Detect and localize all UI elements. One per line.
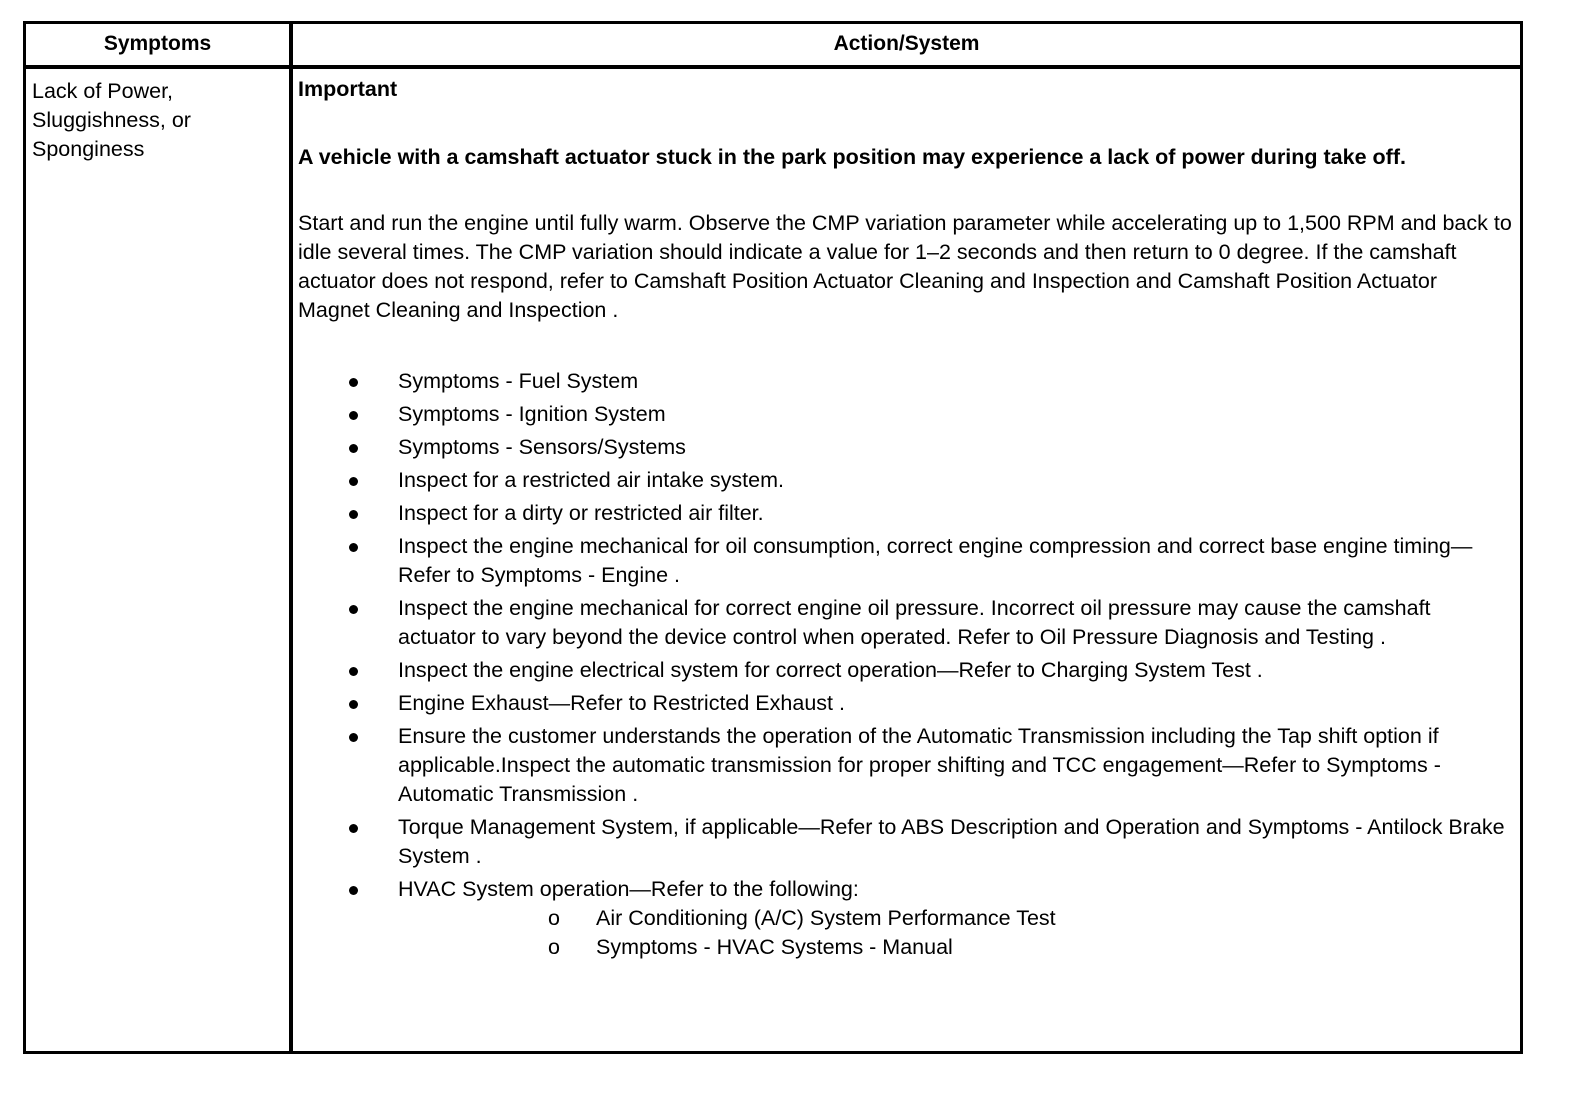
- symptoms-table: [23, 21, 1523, 1054]
- bullet-icon: [349, 733, 358, 742]
- circle-bullet-icon: o: [548, 935, 560, 959]
- symptom-cell: Lack of Power, Sluggishness, or Sponginess: [32, 79, 191, 161]
- list-item-text: Inspect the engine mechanical for correct engine oil pressure. Incorrect oil pressure may cause the camshaft actuator to vary beyond the device control when operated. Refer to Oil Pressure Diagnosis and Testing .: [398, 596, 1431, 649]
- header-divider: [26, 65, 1520, 69]
- bullet-icon: [349, 543, 358, 552]
- sublist-item: [398, 904, 1514, 933]
- header-symptoms: Symptoms: [103, 32, 212, 55]
- hvac-sublist: [398, 904, 1514, 962]
- list-item: [298, 466, 1514, 495]
- bullet-icon: [349, 378, 358, 387]
- bullet-icon: [349, 700, 358, 709]
- list-item: [298, 813, 1514, 871]
- list-item-text: Inspect for a restricted air intake system.: [398, 468, 784, 492]
- action-list: [298, 367, 1514, 962]
- list-item-text: Symptoms - Sensors/Systems: [398, 435, 686, 459]
- sublist-item-text: Air Conditioning (A/C) System Performance Test: [596, 906, 1056, 930]
- bullet-icon: [349, 477, 358, 486]
- list-item-text: Symptoms - Fuel System: [398, 369, 639, 393]
- list-item-text: Torque Management System, if applicable—Refer to ABS Description and Operation and Symptoms - Antilock Brake System .: [398, 815, 1505, 868]
- list-item: [298, 689, 1514, 718]
- list-item-text: Ensure the customer understands the operation of the Automatic Transmission including the Tap shift option if applicable.Inspect the automatic transmission for proper shifting and TCC engagement—Refer to Symptoms - Automatic Transmission .: [398, 724, 1441, 806]
- instruction-paragraph: Start and run the engine until fully warm. Observe the CMP variation parameter while accelerating up to 1,500 RPM and back to idle several times. The CMP variation should indicate a value for 1–2 seconds and then return to 0 degree. If the camshaft actuator does not respond, refer to Camshaft Position Actuator Cleaning and Inspection and Camshaft Position Actuator Magnet Cleaning and Inspection .: [298, 211, 1512, 322]
- list-item: [298, 367, 1514, 396]
- action-cell: [298, 72, 1514, 966]
- list-item: [298, 875, 1514, 962]
- list-item-text: Inspect the engine mechanical for oil consumption, correct engine compression and correct base engine timing—Refer to Symptoms - Engine .: [398, 534, 1473, 587]
- list-item-text: Symptoms - Ignition System: [398, 402, 666, 426]
- bullet-icon: [349, 444, 358, 453]
- list-item-text: Engine Exhaust—Refer to Restricted Exhaust .: [398, 691, 845, 715]
- bullet-icon: [349, 411, 358, 420]
- circle-bullet-icon: o: [548, 906, 560, 930]
- list-item: [298, 499, 1514, 528]
- list-item-text: Inspect the engine electrical system for correct operation—Refer to Charging System Test .: [398, 658, 1263, 682]
- sublist-item-text: Symptoms - HVAC Systems - Manual: [596, 935, 953, 959]
- bullet-icon: [349, 667, 358, 676]
- list-item: [298, 656, 1514, 685]
- column-divider: [289, 24, 293, 1051]
- bullet-icon: [349, 824, 358, 833]
- header-action-system: Action/System: [833, 32, 980, 55]
- list-item: [298, 400, 1514, 429]
- important-label: Important: [298, 77, 398, 101]
- sublist-item: [398, 933, 1514, 962]
- list-item: [298, 722, 1514, 809]
- bullet-icon: [349, 886, 358, 895]
- list-item-text: Inspect for a dirty or restricted air filter.: [398, 501, 764, 525]
- list-item: [298, 594, 1514, 652]
- bullet-icon: [349, 510, 358, 519]
- important-text: A vehicle with a camshaft actuator stuck in the park position may experience a lack of power during take off.: [298, 145, 1406, 169]
- list-item: [298, 433, 1514, 462]
- list-item: [298, 532, 1514, 590]
- list-item-text: HVAC System operation—Refer to the following:: [398, 877, 859, 901]
- bullet-icon: [349, 605, 358, 614]
